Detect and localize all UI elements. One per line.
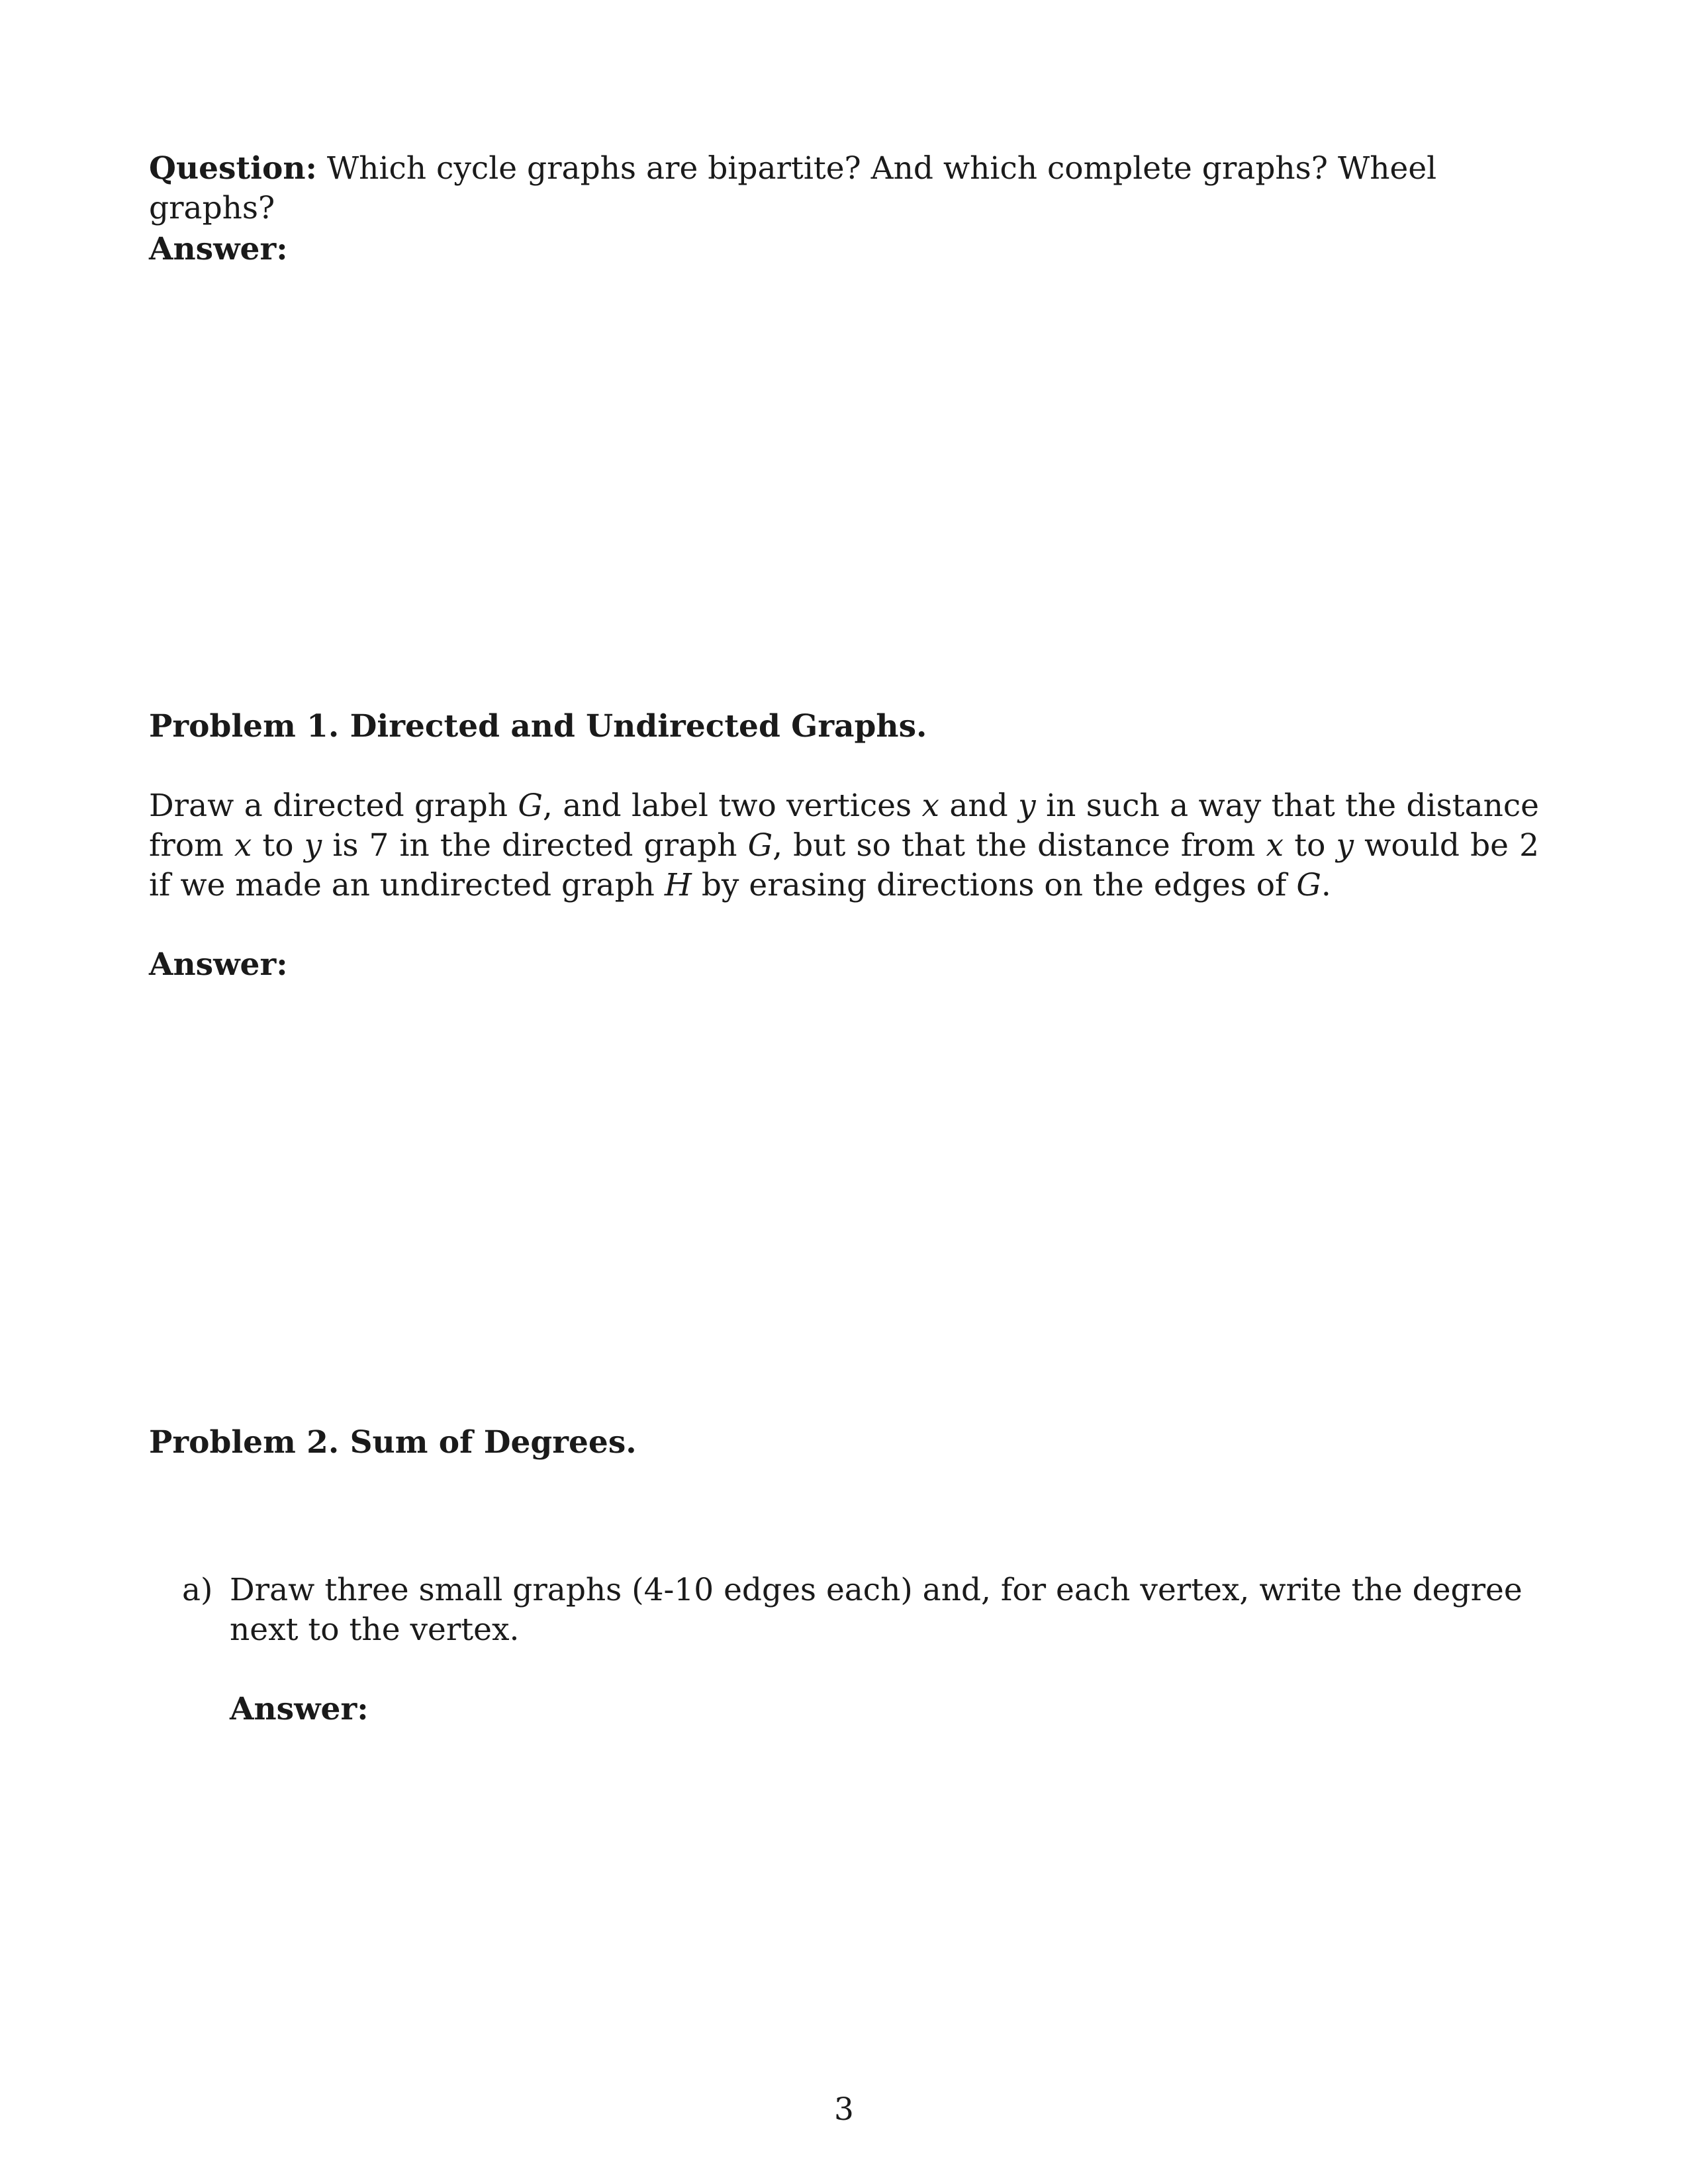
body-text: is 7 in the directed graph (322, 827, 748, 864)
body-text: and (939, 788, 1019, 824)
math-variable: G (747, 827, 773, 864)
problem-2-title: Problem 2. Sum of Degrees. (149, 1424, 637, 1461)
body-text: in such a way that the distance from (149, 788, 1540, 864)
body-text: . (1321, 867, 1331, 903)
question (149, 149, 1539, 228)
question-label: Question: (149, 150, 317, 187)
problem-1-body (149, 786, 1539, 905)
body-text: , but so that the distance from (773, 827, 1266, 864)
math-variable: x (234, 827, 252, 864)
page-number: 3 (834, 2091, 854, 2128)
body-text: , and label two vertices (542, 788, 922, 824)
answer-label-problem-1: Answer: (149, 946, 288, 983)
body-text: by erasing directions on the edges of (691, 867, 1297, 903)
math-variable: G (1296, 867, 1321, 903)
question-text: Which cycle graphs are bipartite? And which complete graphs? Wheel graphs? (149, 150, 1437, 226)
item-a-text: Draw three small graphs (4-10 edges each) and, for each vertex, write the degree next to the vertex. (230, 1572, 1523, 1648)
answer-label-item-a: Answer: (230, 1691, 369, 1727)
math-variable: H (664, 867, 692, 903)
math-variable: y (304, 827, 322, 864)
math-variable: x (921, 788, 940, 824)
problem-1-title: Problem 1. Directed and Undirected Graphs. (149, 708, 927, 745)
item-a-label: a) (182, 1572, 213, 1608)
math-variable: y (1018, 788, 1036, 824)
math-variable: x (1266, 827, 1284, 864)
body-text: Draw a directed graph (149, 788, 518, 824)
body-text: to (1284, 827, 1336, 864)
math-variable: y (1336, 827, 1354, 864)
answer-label-question: Answer: (149, 231, 288, 267)
math-variable: G (518, 788, 543, 824)
body-text: to (252, 827, 305, 864)
body-text: would be 2 if we made an undirected graph (149, 827, 1539, 903)
